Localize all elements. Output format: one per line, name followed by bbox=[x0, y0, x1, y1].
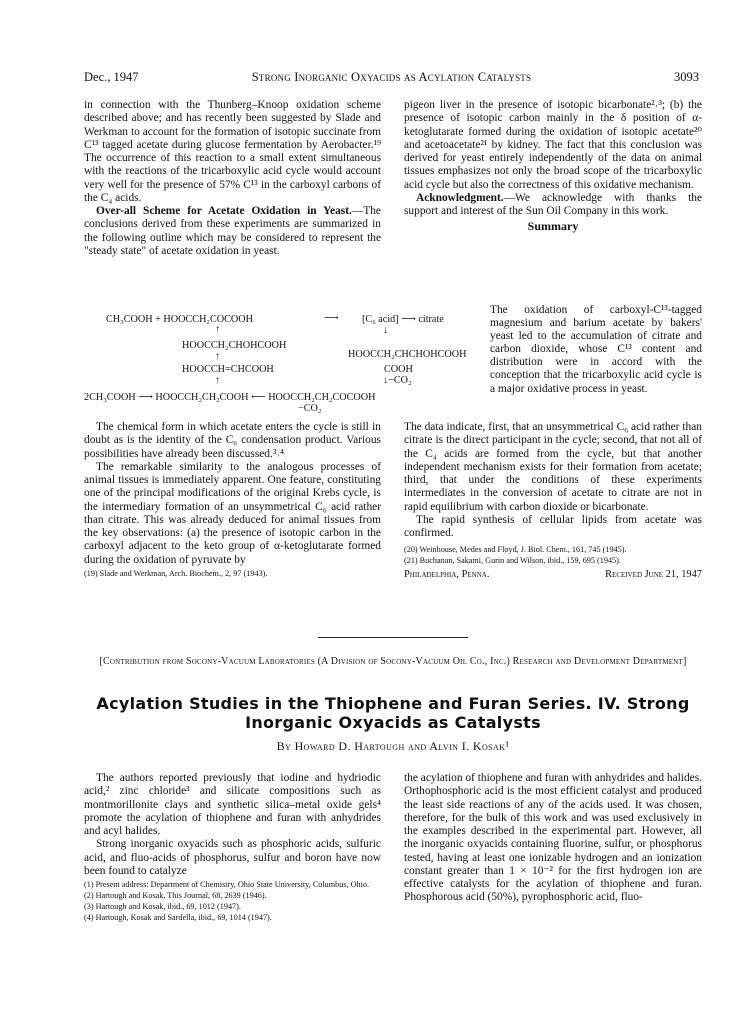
article-title: Acylation Studies in the Thiophene and Furan Series. IV. Strong Inorganic Oxyacids as Catalysts bbox=[96, 694, 690, 732]
up-arrow: ↑ bbox=[215, 375, 221, 386]
footnote-4: (4) Hartough, Kosak and Sardella, ibid., 69, 1014 (1947). bbox=[84, 913, 272, 922]
scheme-minus-co2: −CO₂ bbox=[388, 375, 412, 386]
paragraph: pigeon liver in the presence of isotopic bicarbonate²˒³; (b) the presence of isotopic carbon mainly in the δ position of α-ketoglutarate formed during the oxidation of isotopic acetate²⁰ and acetoacetate²¹ by kidney. The fact that this conclusion was derived for yeast entirely independently of the data on animal tissues emphasizes not only the broad scope of the tricarboxylic acid cycle but also the correctness of this oxidative mechanism. bbox=[404, 99, 702, 191]
up-arrow: ↑ bbox=[215, 351, 221, 362]
header-page-number: 3093 bbox=[674, 70, 699, 84]
paragraph-text: —We acknowledge with thanks the support and interest of the Sun Oil Company in this work. bbox=[404, 191, 702, 217]
received-date: Received June 21, 1947 bbox=[605, 569, 702, 581]
paragraph: The chemical form in which acetate enters the cycle is still in doubt as is the identity of the C₆ condensation product. Various possibilities have already been discussed.³˒⁴ bbox=[84, 421, 381, 460]
paragraph: The remarkable similarity to the analogous processes of animal tissues is immediately apparent. One feature, constituting one of the principal modifications of the original Krebs cycle, is the intermediary formation of an unsymmetrical C₆ acid rather than citrate. This was already deduced for animal tissues from the key observations: (a) the presence of isotopic carbon in the carboxyl adjacent to the keto group of α-ketoglutarate formed during the oxidation of pyruvate by bbox=[84, 460, 381, 566]
contribution-line: [Contribution from Socony-Vacuum Laboratories (A Division of Socony-Vacuum Oil Co., Inc.) Research and Development Department] bbox=[99, 656, 687, 667]
scheme-malate: HOOCCH₂CHOHCOOH bbox=[182, 340, 287, 351]
footnote-20: (20) Weinhouse, Medes and Floyd, J. Biol. Chem., 161, 745 (1945). bbox=[404, 545, 627, 555]
left-column-lower bbox=[84, 421, 381, 579]
header-running-title: Strong Inorganic Oxyacids as Acylation Catalysts bbox=[251, 70, 532, 84]
down-arrow-decarboxylation: ↓−CO₂ bbox=[383, 375, 412, 386]
paragraph: The authors reported previously that iodine and hydriodic acid,² zinc chloride³ and silicate compositions such as montmorillonite clays and synthetic silica–metal oxide gels⁴ promote the acylation of thiophene and furan with anhydrides and acyl halides. bbox=[84, 772, 381, 837]
summary-text-narrow bbox=[490, 304, 702, 396]
down-arrow: ↓ bbox=[383, 325, 389, 336]
section-heading: Over-all Scheme for Acetate Oxidation in Yeast. bbox=[96, 205, 352, 217]
paragraph bbox=[404, 192, 702, 219]
paragraph-text: —The conclusions derived from these experiments are summarized in the following outline which may be considered to represent the "steady state" of acetate oxidation in yeast. bbox=[84, 205, 381, 257]
paragraph: the acylation of thiophene and furan with anhydrides and halides. Orthophosphoric acid is the most efficient catalyst and produced the least side reactions of any of the acids used. It was chosen, therefore, for the bulk of this work and was used exclusively in the examples described in the experimental part. However, all the inorganic oxyacids containing fluorine, sulfur, or phosphorus tested, having at least one ionizable hydrogen and an ionization constant greater than 1 × 10⁻² for the first hydrogen ion are effective catalysts for the acylation of thiophene and furan. Phosphorous acid (50%), pyrophosphoric acid, fluo- bbox=[404, 772, 702, 904]
reaction-scheme bbox=[84, 314, 488, 414]
footnotes bbox=[84, 879, 381, 923]
footnote-1: (1) Present address: Department of Chemistry, Ohio State University, Columbus, Ohio. bbox=[84, 880, 370, 889]
summary-paragraph: The oxidation of carboxyl-C¹³-tagged magnesium and barium acetate by bakers' yeast led to the accumulation of citrate and carbon dioxide, whose C¹³ content and distribution were in accord with the conception that the tricarboxylic acid cycle is a major oxidative process in yeast. bbox=[490, 304, 702, 395]
scheme-arrow: ⟶ bbox=[324, 313, 339, 324]
paragraph bbox=[84, 205, 381, 258]
top-right-column bbox=[404, 99, 702, 235]
top-left-column bbox=[84, 99, 381, 258]
scheme-fumarate: HOOCCH=CHCOOH bbox=[182, 364, 274, 375]
footnotes bbox=[404, 544, 702, 566]
footnote-19: (19) Slade and Werkman, Arch. Biochem., 2, 97 (1943). bbox=[84, 568, 268, 578]
byline: By Howard D. Hartough and Alvin I. Kosak¹ bbox=[276, 739, 510, 753]
place: Philadelphia, Penna. bbox=[404, 569, 490, 581]
bottom-left-column bbox=[84, 772, 381, 923]
scheme-cooh: COOH bbox=[384, 364, 413, 375]
scheme-reactants: CH₃COOH + HOOCCH₂COCOOH bbox=[106, 314, 253, 325]
scheme-isocitrate: HOOCCH₂CHCHOHCOOH bbox=[348, 349, 467, 360]
bottom-right-column bbox=[404, 772, 702, 905]
footnote-3: (3) Hartough and Kosak, ibid., 69, 1012 (1947). bbox=[84, 902, 241, 911]
footnote-21: (21) Buchanan, Sakami, Gurin and Wilson, ibid., 159, 695 (1945). bbox=[404, 556, 621, 566]
scheme-product: [C₆ acid] ⟶ citrate bbox=[362, 314, 444, 325]
scheme-succinate-line: 2CH₃COOH ⟶ HOOCCH₂CH₂COOH ⟵ HOOCCH₂CH₂COCOOH bbox=[84, 392, 376, 403]
summary-heading: Summary bbox=[527, 219, 579, 234]
summary-paragraph: The data indicate, first, that an unsymmetrical C₆ acid rather than citrate is the direct participant in the cycle; second, that not all of the C₄ acids are formed from the cycle, but that another independent mechanism exists for their formation from acetate; third, that under the conditions of these experiments intermediates in the conversion of acetate to citrate are not in rapid equilibrium with carbon dioxide or bicarbonate. bbox=[404, 421, 702, 513]
header-date: Dec., 1947 bbox=[84, 70, 139, 84]
paragraph: in connection with the Thunberg–Knoop oxidation scheme described above; and has recently been suggested by Slade and Werkman to account for the formation of isotopic succinate from C¹³ tagged acetate during glucose fermentation by Aerobacter.¹⁹ The occurrence of this reaction to a small extent simultaneous with the reactions of the tricarboxylic acid cycle would account very well for the presence of 57% C¹³ in the carboxyl carbons of the C₄ acids. bbox=[84, 99, 381, 204]
article-separator bbox=[318, 637, 468, 638]
footnote-2: (2) Hartough and Kosak, This Journal, 68, 2639 (1946). bbox=[84, 891, 267, 900]
up-arrow: ↑ bbox=[215, 324, 221, 335]
right-column-lower bbox=[404, 421, 702, 582]
section-heading: Acknowledgment. bbox=[416, 191, 504, 204]
article-end-line bbox=[404, 568, 702, 581]
paragraph: Strong inorganic oxyacids such as phosphoric acids, sulfuric acid, and fluo-acids of phosphorus, sulfur and boron have now been found to catalyze bbox=[84, 838, 381, 877]
summary-paragraph: The rapid synthesis of cellular lipids from acetate was confirmed. bbox=[404, 513, 702, 539]
scheme-minus-co2-bottom: −CO₂ bbox=[298, 403, 322, 414]
running-header bbox=[84, 70, 699, 86]
